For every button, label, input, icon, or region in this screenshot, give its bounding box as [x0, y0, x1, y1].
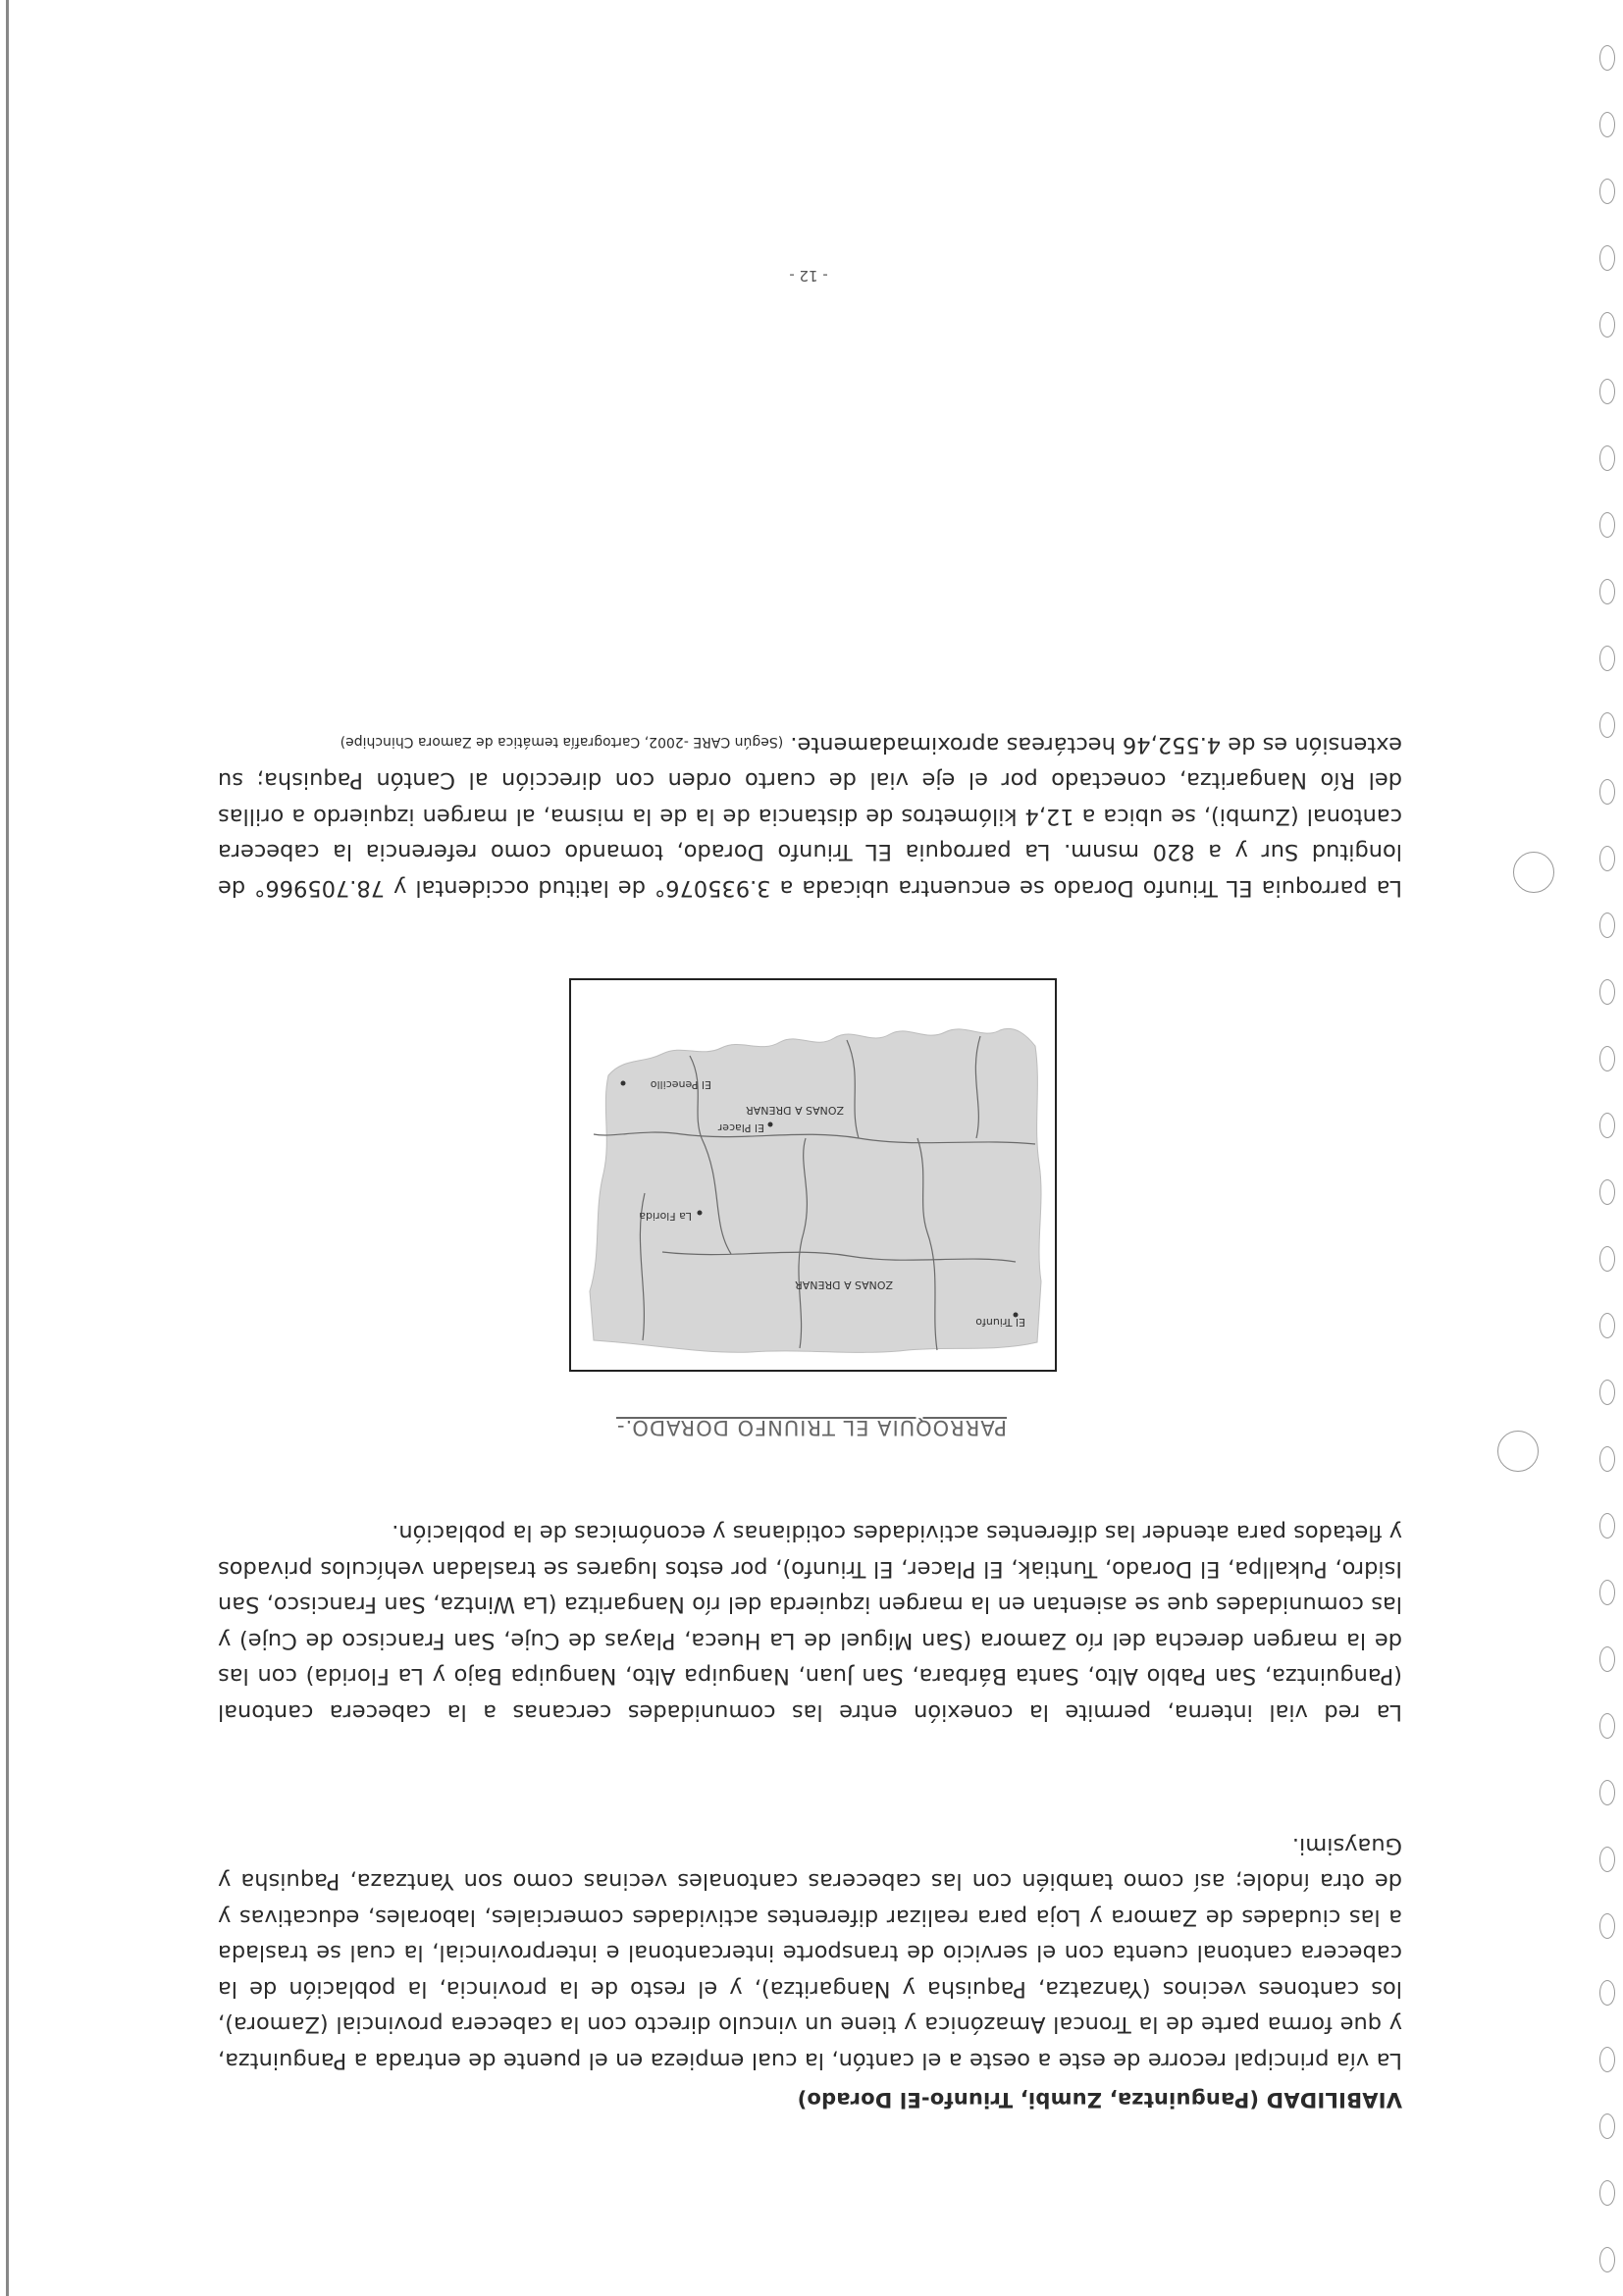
paragraph-parish-location — [218, 724, 1402, 907]
punch-hole — [1599, 1980, 1615, 2006]
section-heading: VIABILIDAD (Panguintza, Zumbi, Triunfo-El Dorado) — [797, 2088, 1402, 2112]
map-label-el-placer: El Placer — [717, 1122, 764, 1134]
punch-hole — [1599, 1446, 1615, 1472]
punch-hole — [1599, 512, 1615, 538]
punch-hole — [1599, 1380, 1615, 1405]
punch-hole — [1599, 2180, 1615, 2206]
map-label-zonas-a-drenar-2: ZONAS A DRENAR — [746, 1104, 844, 1117]
punch-hole — [1599, 1780, 1615, 1805]
punch-hole — [1599, 712, 1615, 738]
punch-hole — [1599, 1046, 1615, 1071]
punch-hole — [1599, 913, 1615, 938]
punch-hole — [1599, 1246, 1615, 1272]
large-punch-hole — [1497, 1431, 1539, 1472]
map-graphic — [571, 980, 1055, 1370]
page-number: - 12 - — [789, 267, 828, 285]
source-note: (Según CARE -2002, Cartografía temática de Zamora Chinchipe) — [340, 734, 784, 750]
punch-hole — [1599, 1713, 1615, 1739]
punch-hole — [1599, 45, 1615, 71]
map-label-el-triunfo: El Triunfo — [975, 1316, 1025, 1329]
map-label-la-florida: La Florida — [639, 1210, 692, 1223]
punch-hole — [1599, 2113, 1615, 2139]
punch-hole — [1599, 1847, 1615, 1872]
parish-map — [569, 978, 1057, 1372]
punch-hole — [1599, 2247, 1615, 2272]
punch-hole — [1599, 1913, 1615, 1939]
large-punch-hole — [1513, 852, 1554, 893]
parish-location-text: La parroquia EL Triunfo Dorado se encuentra ubicada a 3.935076° de latitud occidental y 78.705966° de longitud Sur y a 820 msnm. La parroquia EL Triunfo Dorado, tomando como referencia la cabecera cantonal (Zumbi), se ubica a 12,4 kilómetros de distancia de la de la misma, al margen izquierdo a orillas del Río Nangaritza, conectado por el eje vial de cuarto orden con dirección al Cantón Paquisha; su extensión es de 4.552,46 hectáreas aproximadamente. — [218, 732, 1402, 901]
punch-hole — [1599, 1646, 1615, 1672]
map-label-zonas-a-drenar: ZONAS A DRENAR — [795, 1278, 893, 1291]
map-title: PARROQUIA EL TRIUNFO DORADO.- — [615, 1416, 1008, 1439]
scan-edge — [6, 0, 9, 2296]
punch-hole — [1599, 112, 1615, 137]
punch-hole — [1599, 1580, 1615, 1605]
punch-hole — [1599, 179, 1615, 204]
punch-hole — [1599, 379, 1615, 404]
paragraph-internal-network: La red vial interna, permite la conexión entre las comunidades cercanas a la cabecera cantonal (Panguintza, San Pablo Alto, Santa Bárbara, San Juan, Nanguipa Alto, Nanguipa Bajo y La Florida) con las de la margen derecha del río Zamora (San Miguel de La Hueca, Playas de Cuje, San Francisco de Cuje) y las comunidades que se asientan en la margen izquierda del río Nangaritza (La Wintza, San Francisco, San Isidro, Pukallpa, El Dorado, Tuntiak, El Placer, El Triunfo), por estos lugares se trasladan vehículos privados y fletados para atender las diferentes actividades cotidianas y económicas de la población. — [218, 1520, 1402, 1725]
punch-hole — [1599, 312, 1615, 338]
punch-hole — [1599, 1313, 1615, 1338]
punch-hole — [1599, 979, 1615, 1005]
punch-hole — [1599, 779, 1615, 805]
punch-hole — [1599, 646, 1615, 671]
punch-hole — [1599, 2047, 1615, 2072]
punch-hole — [1599, 579, 1615, 604]
punch-hole — [1599, 245, 1615, 271]
punch-hole — [1599, 846, 1615, 871]
paragraph-main-road: La vía principal recorre de este a oeste a el cantón, la cual empieza en el puente de entrada a Panguintza, y que forma parte de la Troncal Amazónica y tiene un vinculo directo con la cabecera provincial (Zamora), los cantones vecinos (Yanzatza, Paquisha y Nangaritza), y el resto de la provincia, la población de la cabecera cantonal cuenta con el servicio de transporte intercantonal e interprovincial, la cual se traslada a las ciudades de Zamora y Loja para realizar diferentes actividades comerciales, laborales, educativas y de otra índole; así como también con las cabeceras cantonales vecinas como son Yantzaza, Paquisha y Guaysimi. — [218, 1833, 1402, 2073]
punch-hole — [1599, 1179, 1615, 1205]
map-territory-shape — [590, 1028, 1041, 1352]
punch-hole — [1599, 1113, 1615, 1138]
punch-hole — [1599, 445, 1615, 471]
map-label-el-penecillo: El Penecillo — [650, 1078, 711, 1091]
punch-hole — [1599, 1513, 1615, 1539]
